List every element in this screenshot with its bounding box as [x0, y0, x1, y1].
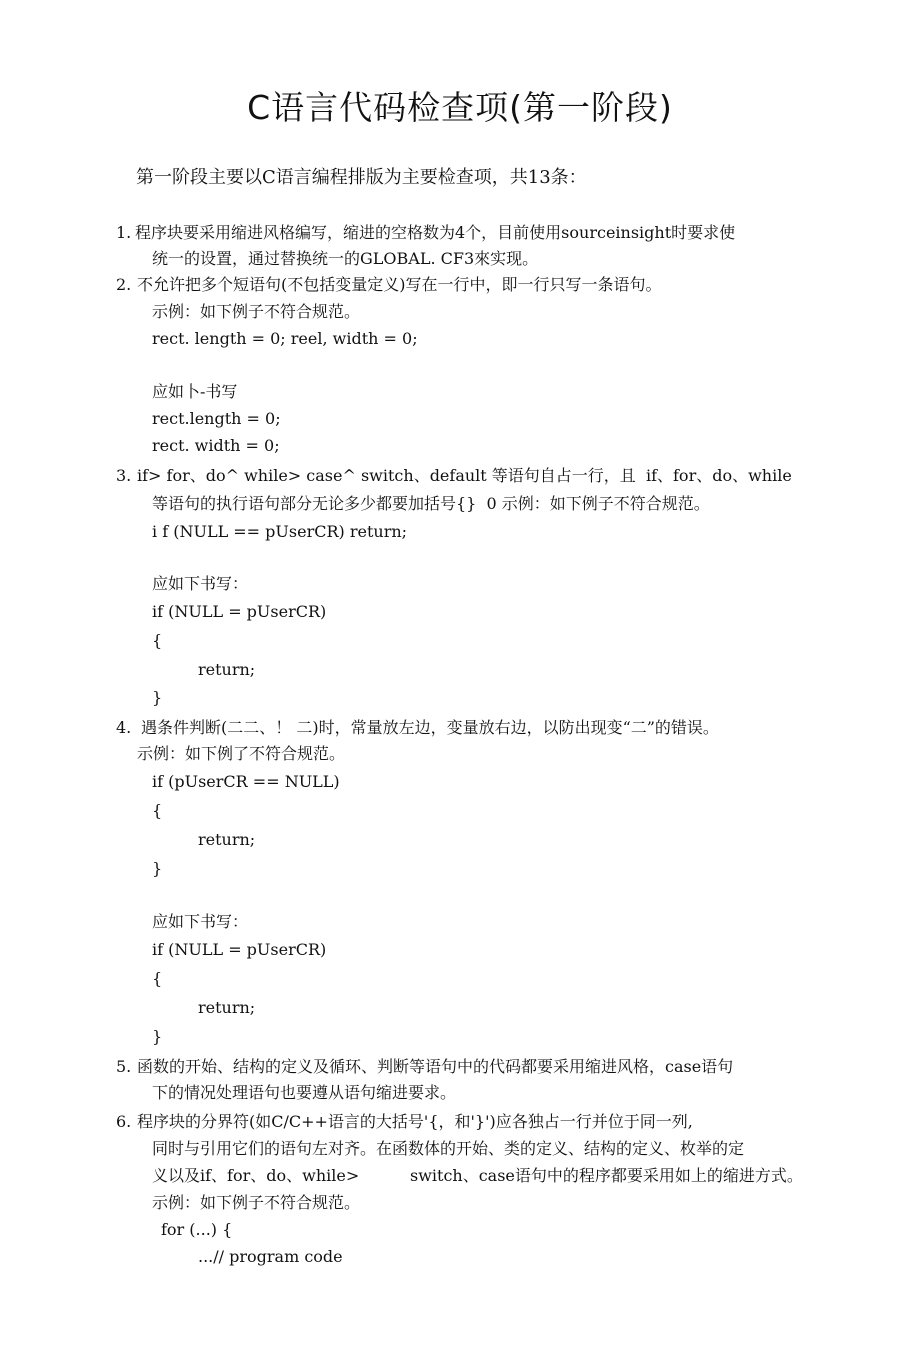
- code-line: for (...) {: [161, 1220, 233, 1239]
- good-label: 应如下书写：: [152, 912, 249, 931]
- code-line: if (NULL = pUserCR): [152, 940, 327, 959]
- code-line: }: [152, 688, 163, 707]
- item-text: 函数的开始、结构的定义及循环、判断等语句中的代码都要采用缩进风格，case语句: [137, 1057, 734, 1076]
- item-number: 5.: [116, 1057, 132, 1076]
- item-text: if> for、do^ while> case^ switch、default 等语句自占一行，且 if、for、do、while: [137, 466, 792, 485]
- good-label: 应如下书写：: [152, 574, 249, 593]
- code-line: i f (NULL == pUserCR) return;: [152, 522, 408, 541]
- code-line: {: [152, 969, 163, 988]
- code-line: if (pUserCR == NULL): [152, 772, 340, 791]
- code-line: rect. length = 0; reel, width = 0;: [152, 329, 418, 348]
- page-title: C语言代码检查项(第一阶段): [247, 88, 673, 127]
- item-number: 4.: [116, 718, 132, 737]
- item-text: 等语句的执行语句部分无论多少都要加括号{} 0 示例：如下例子不符合规范。: [152, 494, 710, 513]
- code-line: }: [152, 859, 163, 878]
- code-line: {: [152, 631, 163, 650]
- item-text: 下的情况处理语句也要遵从语句缩进要求。: [152, 1083, 457, 1102]
- code-line: return;: [198, 660, 256, 679]
- item-text: 程序块的分界符(如C/C++语言的大括号'{，和'}')应各独占一行并位于同一列,: [137, 1112, 693, 1131]
- code-line: return;: [198, 998, 256, 1017]
- code-line: ...// program code: [198, 1247, 343, 1266]
- item-text: 不允许把多个短语句(不包括变量定义)写在一行中，即一行只写一条语句。: [137, 275, 662, 294]
- code-line: }: [152, 1027, 163, 1046]
- example-label: 示例：如下例子不符合规范。: [152, 302, 361, 321]
- example-label: 示例：如下例了不符合规范。: [137, 744, 346, 763]
- item-text: switch、case语句中的程序都要采用如上的缩进方式。: [410, 1166, 803, 1185]
- example-label: 示例：如下例子不符合规范。: [152, 1193, 361, 1212]
- code-line: rect.length = 0;: [152, 409, 281, 428]
- item-text: 程序块要采用缩进风格编写，缩进的空格数为4个，目前使用sourceinsight时要求使: [135, 223, 736, 242]
- intro-text: 第一阶段主要以C语言编程排版为主要检查项，共13条：: [136, 167, 587, 188]
- item-number: 6.: [116, 1112, 132, 1131]
- code-line: if (NULL = pUserCR): [152, 602, 327, 621]
- code-line: rect. width = 0;: [152, 436, 280, 455]
- item-text: 统一的设置，通过替换统一的GLOBAL. CF3來实现。: [152, 249, 539, 268]
- item-number: 1.: [116, 223, 132, 242]
- item-number: 2.: [116, 275, 132, 294]
- item-number: 3.: [116, 466, 132, 485]
- good-label: 应如卜-书写: [152, 382, 238, 401]
- code-line: {: [152, 801, 163, 820]
- item-text: 同时与引用它们的语句左对齐。在函数体的开始、类的定义、结构的定义、枚举的定: [152, 1139, 745, 1158]
- code-line: return;: [198, 830, 256, 849]
- item-text: 义以及if、for、do、while>: [152, 1166, 360, 1185]
- item-text: 遇条件判断(二二、！ 二)时，常量放左边，变量放右边，以防出现变“二”的错误。: [141, 718, 719, 737]
